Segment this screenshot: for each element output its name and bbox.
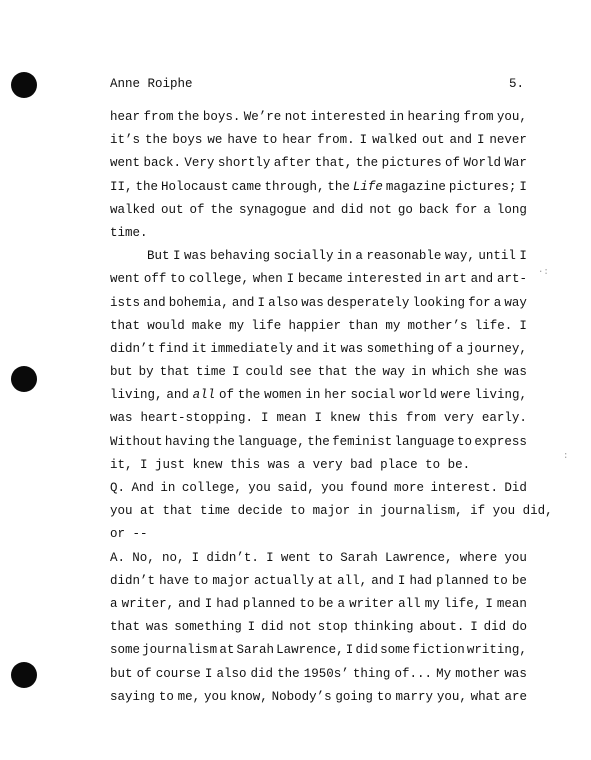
transcript-line: But I was behaving socially in a reasonable way, until I [147,249,527,264]
transcript-line: didn’t find it immediately and it was something of a journey, [110,341,527,356]
transcript-line: was heart-stopping. I mean I knew this from very early. [110,411,527,426]
transcript-line: it, I just knew this was a very bad place to be. [110,457,471,472]
page-number: 5. [509,77,525,91]
header-name: Anne Roiphe [110,77,193,91]
transcript-line: ists and bohemia, and I also was desperately looking for a way [110,295,527,310]
transcript-line: or -- [110,527,148,542]
transcript-body [110,106,553,709]
binder-hole [11,366,37,392]
transcript-line: hear from the boys. We’re not interested in hearing from you, [110,110,527,124]
binder-hole [11,72,37,98]
transcript-line: A. No, no, I didn’t. I went to Sarah Lawrence, where you [110,550,527,565]
transcript-line: II, the Holocaust came through, the Life magazine pictures; I [110,179,527,194]
transcript-line: but of course I also did the 1950s’ thing of... My mother was [110,666,527,681]
transcript-line: walked out of the synagogue and did not go back for a long [110,202,527,217]
transcript-line: a writer, and I had planned to be a writer all my life, I mean [110,596,527,611]
transcript-line: but by that time I could see that the way in which she was [110,365,527,380]
transcript-line: that would make my life happier than my mother’s life. I [110,318,527,333]
transcript-line: saying to me, you know, Nobody’s going to marry you, what are [110,689,527,704]
transcript-line: you at that time decide to major in journalism, if you did, [110,504,553,519]
transcript-line: Q. And in college, you said, you found more interest. Did [110,481,527,495]
transcript-line: it’s the boys we have to hear from. I walked out and I never [110,133,527,148]
transcript-line: Without having the language, the feminist language to express [110,434,527,449]
transcript-line: went off to college, when I became interested in art and art- [110,272,527,287]
transcript-line: time. [110,225,148,240]
transcript-line: that was something I did not stop thinking about. I did do [110,620,527,635]
scan-speck: : [563,451,569,461]
transcript-line: didn’t have to major actually at all, and I had planned to be [110,573,527,588]
binder-hole [11,662,37,688]
transcript-line: some journalism at Sarah Lawrence, I did some fiction writing, [110,643,527,658]
transcript-line: went back. Very shortly after that, the pictures of World War [110,156,527,171]
scan-speck: ·: [538,267,549,277]
transcript-line: living, and all of the women in her social world were living, [110,388,527,403]
